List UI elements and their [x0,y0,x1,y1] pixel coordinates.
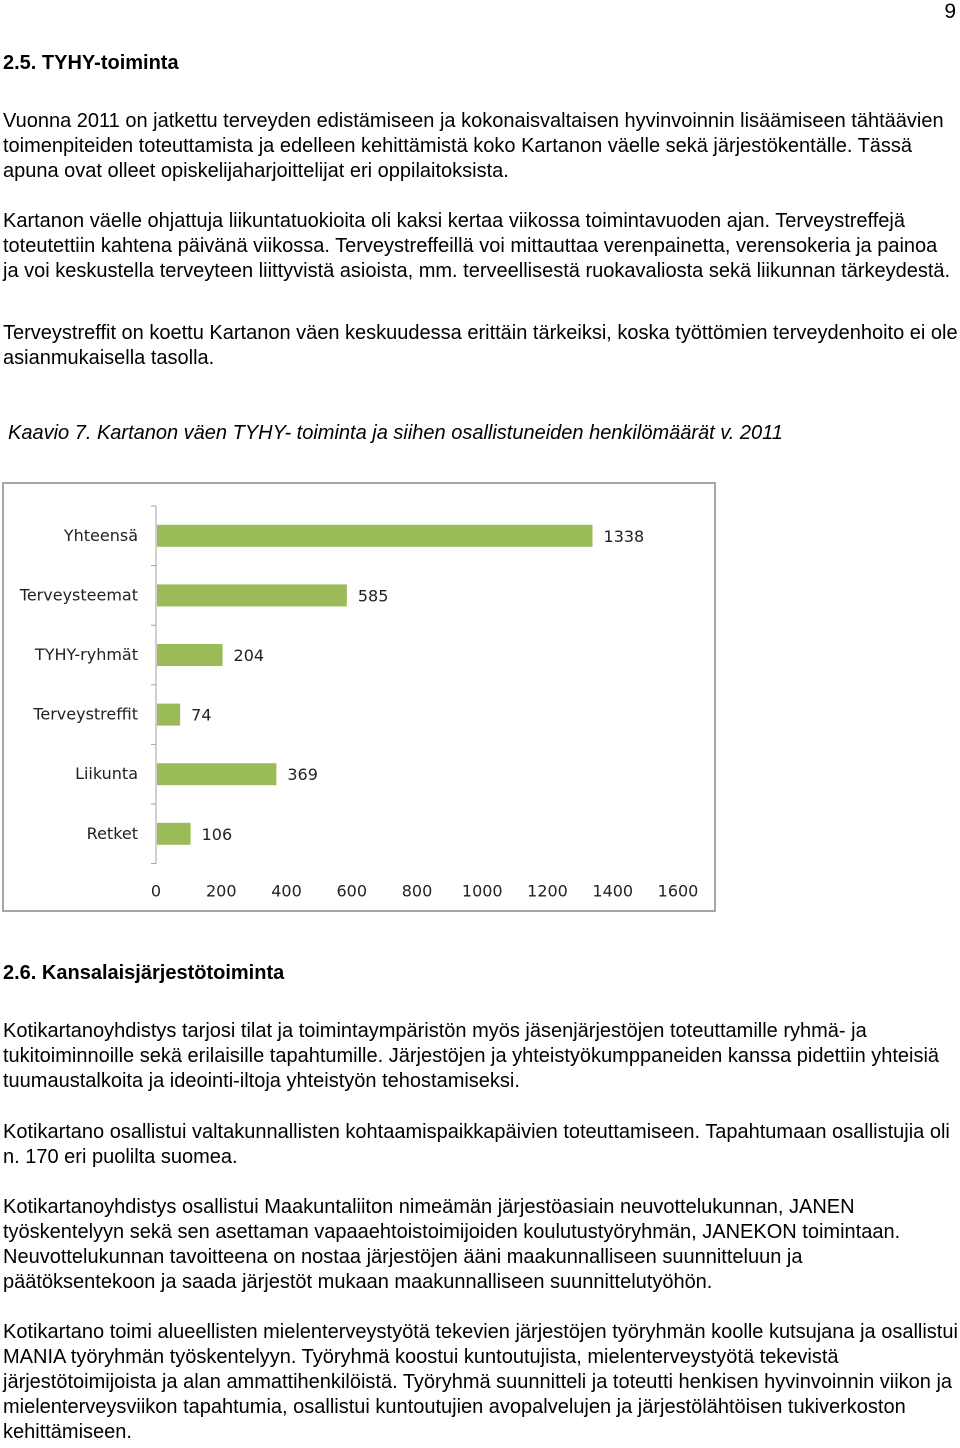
paragraph: Kotikartano toimi alueellisten mielenterveystyötä tekevien järjestöjen työryhmän koolle kutsujana ja osallistui MANIA työryhmän työskentelyyn. Työryhmä koostui kuntoutujista, mielenterveystyötä tekevistä järjestötoimijoista ja alan ammattihenkilöistä. Työryhmä suunnitteli ja toteutti henkisen hyvinvoinnin viikon ja mielenterveysviikon tapahtumia, osallistui kuntoutujien avopalvelujen ja järjestölähtöisen tukiverkoston kehittämiseen. [3,1321,958,1443]
bar [157,704,180,726]
x-tick-label: 0 [150,881,162,901]
x-tick-label: 1600 [657,881,699,901]
x-tick-label: 1400 [592,881,634,901]
paragraph: Vuonna 2011 on jatkettu terveyden edistämiseen ja kokonaisvaltaisen hyvinvoinnin lisäämiseen tähtäävien toimenpiteiden toteuttamista ja edelleen kehittämistä koko Kartanon väelle sekä järjestökentälle. Tässä apuna ovat olleet opiskelijaharjoittelijat eri oppilaitoksista. [3,110,944,182]
x-tick-label: 600 [336,881,368,901]
bar [157,823,191,845]
paragraph: Kotikartano osallistui valtakunnallisten kohtaamispaikkapäivien toteuttamiseen. Tapahtumaan osallistujia oli n. 170 eri puolilta suomea. [3,1121,950,1168]
paragraph: Kotikartanoyhdistys tarjosi tilat ja toimintaympäristön myös jäsenjärjestöjen toteuttamille ryhmä- ja tukitoiminnoille sekä erilaisille tapahtumille. Järjestöjen ja yhteistyökumppaneiden kanssa pidettiin yhteisiä tuumaustalkoita ja ideointi-iltoja yhteistyön tehostamiseksi. [3,1020,940,1092]
bar [157,644,223,666]
data-label: 585 [357,586,389,606]
category-label: Liikunta [75,764,138,784]
data-label: 369 [287,765,318,785]
bar [157,584,347,606]
paragraph: Kartanon väelle ohjattuja liikuntatuokioita oli kaksi kertaa viikossa toimintavuoden ajan. Terveystreffejä toteutettiin kahtena päivänä viikossa. Terveystreffeillä voi mittauttaa verenpainetta, verensokeria ja painoa ja voi keskustella terveyteen liittyvistä asioista, mm. terveellisestä ruokavaliosta sekä liikunnan tärkeydestä. [3,210,951,282]
data-label: 1338 [603,526,645,546]
section-heading-tyhy: 2.5. TYHY-toiminta [3,52,179,74]
category-label: Terveysteemat [19,585,138,605]
data-label: 74 [191,705,212,725]
category-label: Yhteensä [63,525,138,545]
bar [157,763,276,785]
paragraph: Kotikartanoyhdistys osallistui Maakuntaliiton nimeämän järjestöasiain neuvottelukunnan, JANEN työskentelyyn sekä sen asettaman vapaaehtoistoimijoiden koulutustyöryhmän, JANEKON toimintaan. Neuvottelukunnan tavoitteena on nostaa järjestöjen ääni maakunnalliseen suunnitteluun ja päätöksentekoon ja saada järjestöt mukaan maakunnalliseen suunnittelutyöhön. [3,1196,901,1293]
x-tick-label: 400 [271,881,302,901]
x-tick-label: 800 [401,881,433,901]
chart-canvas [4,484,718,914]
x-tick-label: 200 [205,881,237,901]
data-label: 204 [233,646,265,665]
section-heading-kansalaisjarjestotoiminta: 2.6. Kansalaisjärjestötoiminta [3,962,285,984]
x-tick-label: 1200 [527,881,568,901]
paragraph: Terveystreffit on koettu Kartanon väen keskuudessa erittäin tärkeiksi, koska työttömien terveydenhoito ei ole asianmukaisella tasolla. [3,322,958,369]
bar [157,525,593,547]
data-label: 106 [201,824,233,844]
category-label: Terveystreffit [33,704,138,724]
category-label: TYHY-ryhmät [34,645,138,664]
x-tick-label: 1000 [461,881,503,901]
page-number: 9 [944,0,956,23]
bar-chart [2,482,716,912]
chart-caption: Kaavio 7. Kartanon väen TYHY- toiminta ja siihen osallistuneiden henkilömäärät v. 2011 [8,422,783,444]
category-label: Retket [86,823,138,843]
